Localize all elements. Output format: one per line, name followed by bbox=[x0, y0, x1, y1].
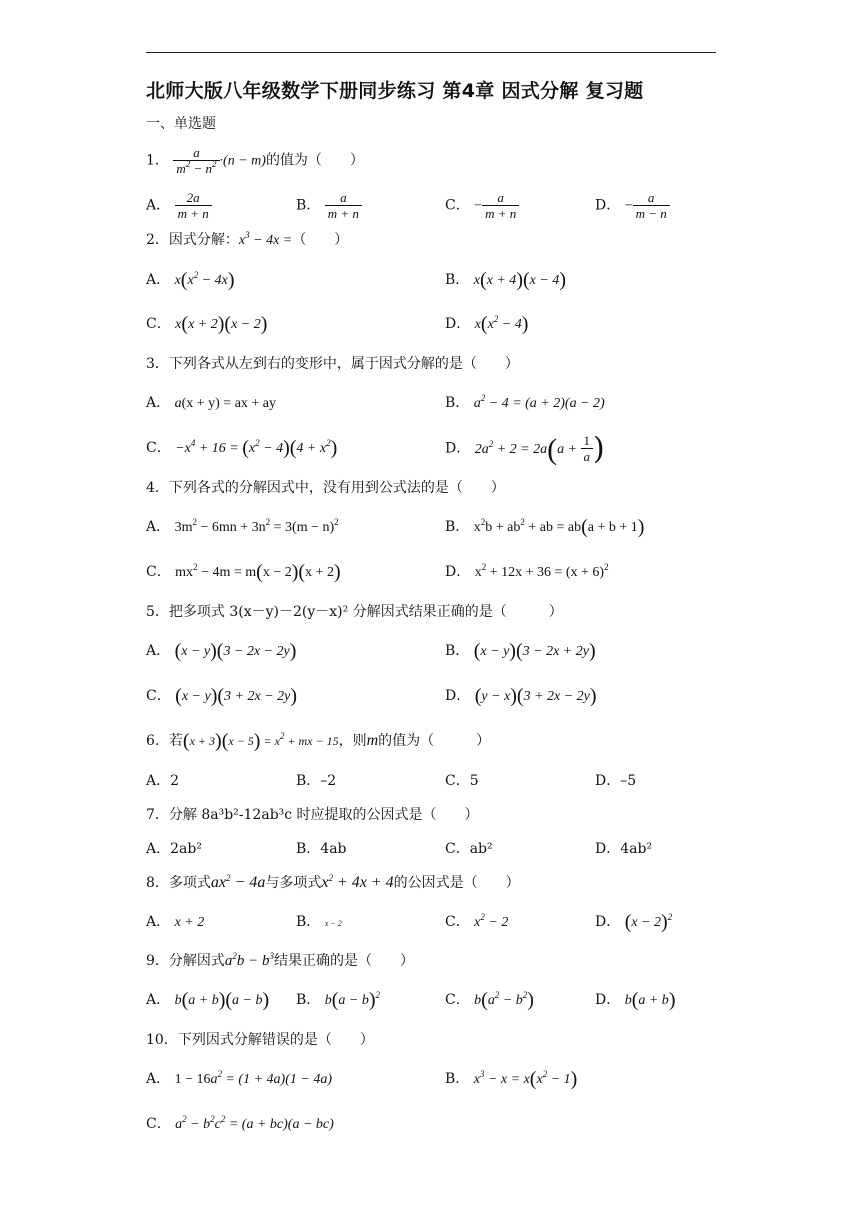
question-1-suffix: 的值为（ ） bbox=[265, 152, 364, 169]
option-label: B． bbox=[445, 1071, 470, 1087]
q5-option-b[interactable]: B． (x − y)(3 − 2x + 2y) bbox=[445, 640, 596, 662]
q8-option-c[interactable]: C． $x^2 - 2$ bbox=[445, 912, 509, 930]
q8-option-b[interactable]: B． x − 2 bbox=[296, 914, 342, 930]
option-label: C． bbox=[146, 688, 171, 704]
option-label: B． bbox=[445, 395, 470, 411]
question-10-text: 10．下列因式分解错误的是（ ） bbox=[146, 1032, 374, 1048]
q8-option-a[interactable]: A． x + 2 bbox=[146, 914, 205, 930]
option-label: B． bbox=[296, 992, 321, 1008]
q2-option-c[interactable]: C． x(x + 2)(x − 2) bbox=[146, 313, 268, 335]
question-2-suffix: （ ） bbox=[292, 232, 349, 248]
option-label: D． bbox=[595, 992, 621, 1008]
option-label: D． bbox=[445, 316, 471, 332]
option-label: C． bbox=[146, 440, 171, 456]
question-8-text: 8．多项式 bbox=[146, 875, 211, 891]
question-6-mid: ，则 bbox=[338, 733, 367, 749]
option-label: B． bbox=[445, 519, 470, 535]
question-7 bbox=[146, 805, 479, 825]
option-label: A． bbox=[146, 992, 171, 1008]
option-label: A． bbox=[146, 519, 171, 535]
q2-option-a[interactable]: A． $x(x^2 - 4x)$ bbox=[146, 269, 235, 291]
q1-option-d[interactable]: D． − $\frac{a}{m - n}$ bbox=[595, 190, 670, 221]
option-label: C．5 bbox=[445, 773, 479, 789]
question-1: 1． $\frac{a}{m^2 - n^2}$ ·(n − m)的值为（ ） bbox=[146, 145, 364, 176]
question-6-suffix: 的值为（ ） bbox=[378, 733, 491, 749]
question-3-text: 3．下列各式从左到右的变形中，属于因式分解的是（ ） bbox=[146, 356, 519, 372]
page-title: 北师大版八年级数学下册同步练习 第4章 因式分解 复习题 bbox=[146, 80, 644, 102]
question-8-suffix: 的公因式是（ ） bbox=[393, 875, 520, 891]
q8-option-d[interactable]: D． $(x - 2)^2$ bbox=[595, 911, 673, 933]
q10-option-b[interactable]: B． $x^3 - x = x(x^2 - 1)$ bbox=[445, 1068, 578, 1090]
question-6: 6．若$(x + 3)(x - 5) = x^2$ + mx − 15，则m的值为（ ） bbox=[146, 730, 491, 752]
question-4 bbox=[146, 478, 505, 498]
q10-option-c[interactable]: C． $a^2 - b^2c^2 = (a + bc)(a - bc)$ bbox=[146, 1114, 334, 1132]
option-label: A． bbox=[146, 197, 171, 214]
question-7-text: 7．分解 8a³b²-12ab³c 时应提取的公因式是（ ） bbox=[146, 807, 479, 823]
q6-option-d[interactable] bbox=[595, 771, 636, 791]
q1-fraction: $\frac{a}{m^2 - n^2}$ bbox=[173, 145, 219, 176]
option-label: A． bbox=[146, 272, 171, 288]
question-4-text: 4．下列各式的分解因式中，没有用到公式法的是（ ） bbox=[146, 480, 505, 496]
q5-option-d[interactable]: D． (y − x)(3 + 2x − 2y) bbox=[445, 685, 597, 707]
q5-option-a[interactable]: A． (x − y)(3 − 2x − 2y) bbox=[146, 640, 297, 662]
option-label: D． bbox=[595, 914, 621, 930]
option-label: D． bbox=[595, 197, 621, 214]
q7-option-c[interactable] bbox=[445, 839, 493, 859]
option-label: C．ab² bbox=[445, 841, 493, 857]
option-label: A．2ab² bbox=[146, 841, 202, 857]
question-2-text: 2．因式分解： bbox=[146, 232, 239, 248]
question-2: 2．因式分解：$x^3 - 4x$ =（ ） bbox=[146, 230, 349, 248]
question-6-text: 6．若 bbox=[146, 733, 183, 749]
question-3 bbox=[146, 354, 519, 374]
header-rule bbox=[146, 52, 716, 53]
option-label: B． bbox=[445, 272, 470, 288]
question-9: 9．分解因式$a^2b - b^3$结果正确的是（ ） bbox=[146, 951, 415, 969]
option-label: D． bbox=[445, 688, 471, 704]
option-label: C． bbox=[445, 992, 470, 1008]
question-1-number: 1． bbox=[146, 152, 169, 169]
q9-option-a[interactable]: A． b(a + b)(a − b) bbox=[146, 989, 270, 1011]
q2-option-d[interactable]: D． $x(x^2 - 4)$ bbox=[445, 313, 529, 335]
q3-option-c[interactable]: C． $-x^4 + 16 = (x^2 - 4)(4 + x^2)$ bbox=[146, 437, 338, 459]
option-label: D． bbox=[445, 564, 471, 580]
q4-option-a[interactable]: A． $3m^2 - 6mn + 3n^2 = 3(m - n)^2$ bbox=[146, 517, 339, 535]
option-label: B．–2 bbox=[296, 773, 337, 789]
q6-option-a[interactable] bbox=[146, 771, 179, 791]
option-label: C． bbox=[146, 316, 171, 332]
q3-option-d[interactable]: D． $2a^2 + 2 = 2a(a$ + $\frac{1}{a}$ ) bbox=[445, 431, 605, 467]
q1-option-b[interactable]: B． $\frac{a}{m + n}$ bbox=[296, 190, 362, 221]
option-label: A． bbox=[146, 1071, 171, 1087]
q10-option-a[interactable]: A． $1 - 16a^2 = (1 + 4a)(1 - 4a)$ bbox=[146, 1069, 332, 1087]
option-label: C． bbox=[445, 914, 470, 930]
question-8-mid: 与多项式 bbox=[265, 875, 322, 891]
option-label: D．4ab² bbox=[595, 841, 653, 857]
q1-option-a[interactable]: A． $\frac{2a}{m + n}$ bbox=[146, 190, 212, 221]
q2-option-b[interactable]: B． x(x + 4)(x − 4) bbox=[445, 269, 566, 291]
option-label: B． bbox=[296, 197, 321, 214]
question-9-suffix: 结果正确的是（ ） bbox=[274, 953, 415, 969]
q1-option-c[interactable]: C． − $\frac{a}{m + n}$ bbox=[445, 190, 519, 221]
q9-option-c[interactable]: C． $b(a^2 - b^2)$ bbox=[445, 989, 534, 1011]
q7-option-b[interactable] bbox=[296, 839, 347, 859]
question-5-text: 5．把多项式 3(x－y)－2(y－x)² 分解因式结果正确的是（ ） bbox=[146, 604, 563, 620]
q9-option-b[interactable]: B． $b(a - b)^2$ bbox=[296, 989, 381, 1011]
q7-option-d[interactable] bbox=[595, 839, 652, 859]
q4-option-b[interactable]: B． $x^2b + ab^2$ + ab = ab(a + b + 1) bbox=[445, 516, 645, 538]
q3-option-a[interactable]: A． a(x + y) = ax + ay bbox=[146, 395, 277, 411]
question-8: 8．多项式$ax^2 - 4a$与多项式$x^2 + 4x + 4$的公因式是（ ） bbox=[146, 873, 520, 891]
q6-option-b[interactable] bbox=[296, 771, 336, 791]
option-label: A． bbox=[146, 914, 171, 930]
option-label: C． bbox=[445, 197, 470, 214]
option-label: C． bbox=[146, 1116, 171, 1132]
option-label: A． bbox=[146, 395, 171, 411]
q4-option-c[interactable]: C． $mx^2 - 4m = m(x - 2)(x + 2)$ bbox=[146, 561, 341, 583]
option-label: D．–5 bbox=[595, 773, 637, 789]
question-10 bbox=[146, 1030, 374, 1050]
q3-option-b[interactable]: B． $a^2 - 4 = (a + 2)(a - 2)$ bbox=[445, 393, 605, 411]
q4-option-d[interactable]: D． $x^2 + 12x + 36 = (x + 6)^2$ bbox=[445, 562, 609, 580]
option-label: B．4ab bbox=[296, 841, 347, 857]
option-label: B． bbox=[296, 914, 321, 930]
question-5 bbox=[146, 602, 563, 622]
question-9-text: 9．分解因式 bbox=[146, 953, 225, 969]
option-label: A． bbox=[146, 643, 171, 659]
q5-option-c[interactable]: C． (x − y)(3 + 2x − 2y) bbox=[146, 685, 298, 707]
option-label: C． bbox=[146, 564, 171, 580]
option-label: B． bbox=[445, 643, 470, 659]
q6-option-c[interactable] bbox=[445, 771, 479, 791]
option-label: D． bbox=[445, 440, 471, 457]
option-label: A．2 bbox=[146, 773, 180, 789]
q9-option-d[interactable]: D． b(a + b) bbox=[595, 989, 676, 1011]
q7-option-a[interactable] bbox=[146, 839, 202, 859]
section-heading: 一、单选题 bbox=[146, 116, 216, 132]
